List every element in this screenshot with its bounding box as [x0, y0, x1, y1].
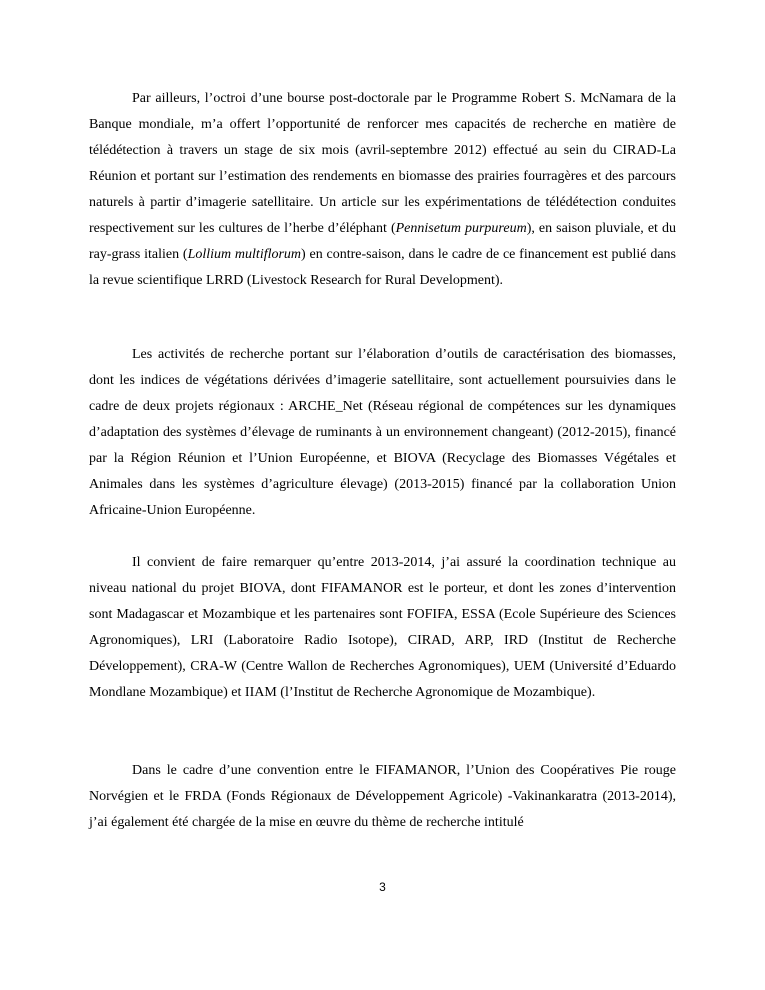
paragraph-4-text: Dans le cadre d’une convention entre le FIFAMANOR, l’Union des Coopératives Pie rouge Norvégien et le FRDA (Fonds Régionaux de Développement Agricole) -Vakinankaratra (2013-2014), j’ai également été chargée de la mise en œuvre du thème de recherche intitulé [89, 763, 676, 830]
species-name-lollium: Lollium multiflorum [187, 247, 302, 262]
paragraph-1-text-2: ), en saison pluviale, et du ray-grass italien ( [89, 221, 676, 262]
paragraph-2 [89, 342, 676, 524]
paragraph-3-text: Il convient de faire remarquer qu’entre 2013-2014, j’ai assuré la coordination technique au niveau national du projet BIOVA, dont FIFAMANOR est le porteur, et dont les zones d’intervention sont Madagascar et Mozambique et les partenaires sont FOFIFA, ESSA (Ecole Supérieure des Sciences Agronomiques), LRI (Laboratoire Radio Isotope), CIRAD, ARP, IRD (Institut de Recherche Développement), CRA-W (Centre Wallon de Recherches Agronomiques), UEM (Université d’Eduardo Mondlane Mozambique) et IIAM (l’Institut de Recherche Agronomique de Mozambique). [89, 555, 676, 700]
paragraph-4 [89, 758, 676, 836]
paragraph-1-text-1: Par ailleurs, l’octroi d’une bourse post-doctorale par le Programme Robert S. McNamara de la Banque mondiale, m’a offert l’opportunité de renforcer mes capacités de recherche en matière de télédétection à travers un stage de six mois (avril-septembre 2012) effectué au sein du CIRAD-La Réunion et portant sur l’estimation des rendements en biomasse des prairies fourragères et des parcours naturels à partir d’imagerie satellitaire. Un article sur les expérimentations de télédétection conduites respectivement sur les cultures de l’herbe d’éléphant ( [89, 91, 676, 236]
paragraph-2-text: Les activités de recherche portant sur l’élaboration d’outils de caractérisation des biomasses, dont les indices de végétations dérivées d’imagerie satellitaire, sont actuellement poursuivies dans le cadre de deux projets régionaux : ARCHE_Net (Réseau régional de compétences sur les dynamiques d’adaptation des systèmes d’élevage de ruminants à un environnement changeant) (2012-2015), financé par la Région Réunion et l’Union Européenne, et BIOVA (Recyclage des Biomasses Végétales et Animales dans les systèmes d’agriculture élevage) (2013-2015) financé par la collaboration Union Africaine-Union Européenne. [89, 347, 676, 518]
species-name-pennisetum: Pennisetum purpureum [395, 221, 527, 236]
paragraph-3 [89, 550, 676, 706]
page-number: 3 [379, 880, 386, 894]
paragraph-1 [89, 86, 676, 294]
paragraph-1-text-3: ) en contre-saison, dans le cadre de ce financement est publié dans la revue scientifique LRRD (Livestock Research for Rural Development). [89, 247, 676, 288]
